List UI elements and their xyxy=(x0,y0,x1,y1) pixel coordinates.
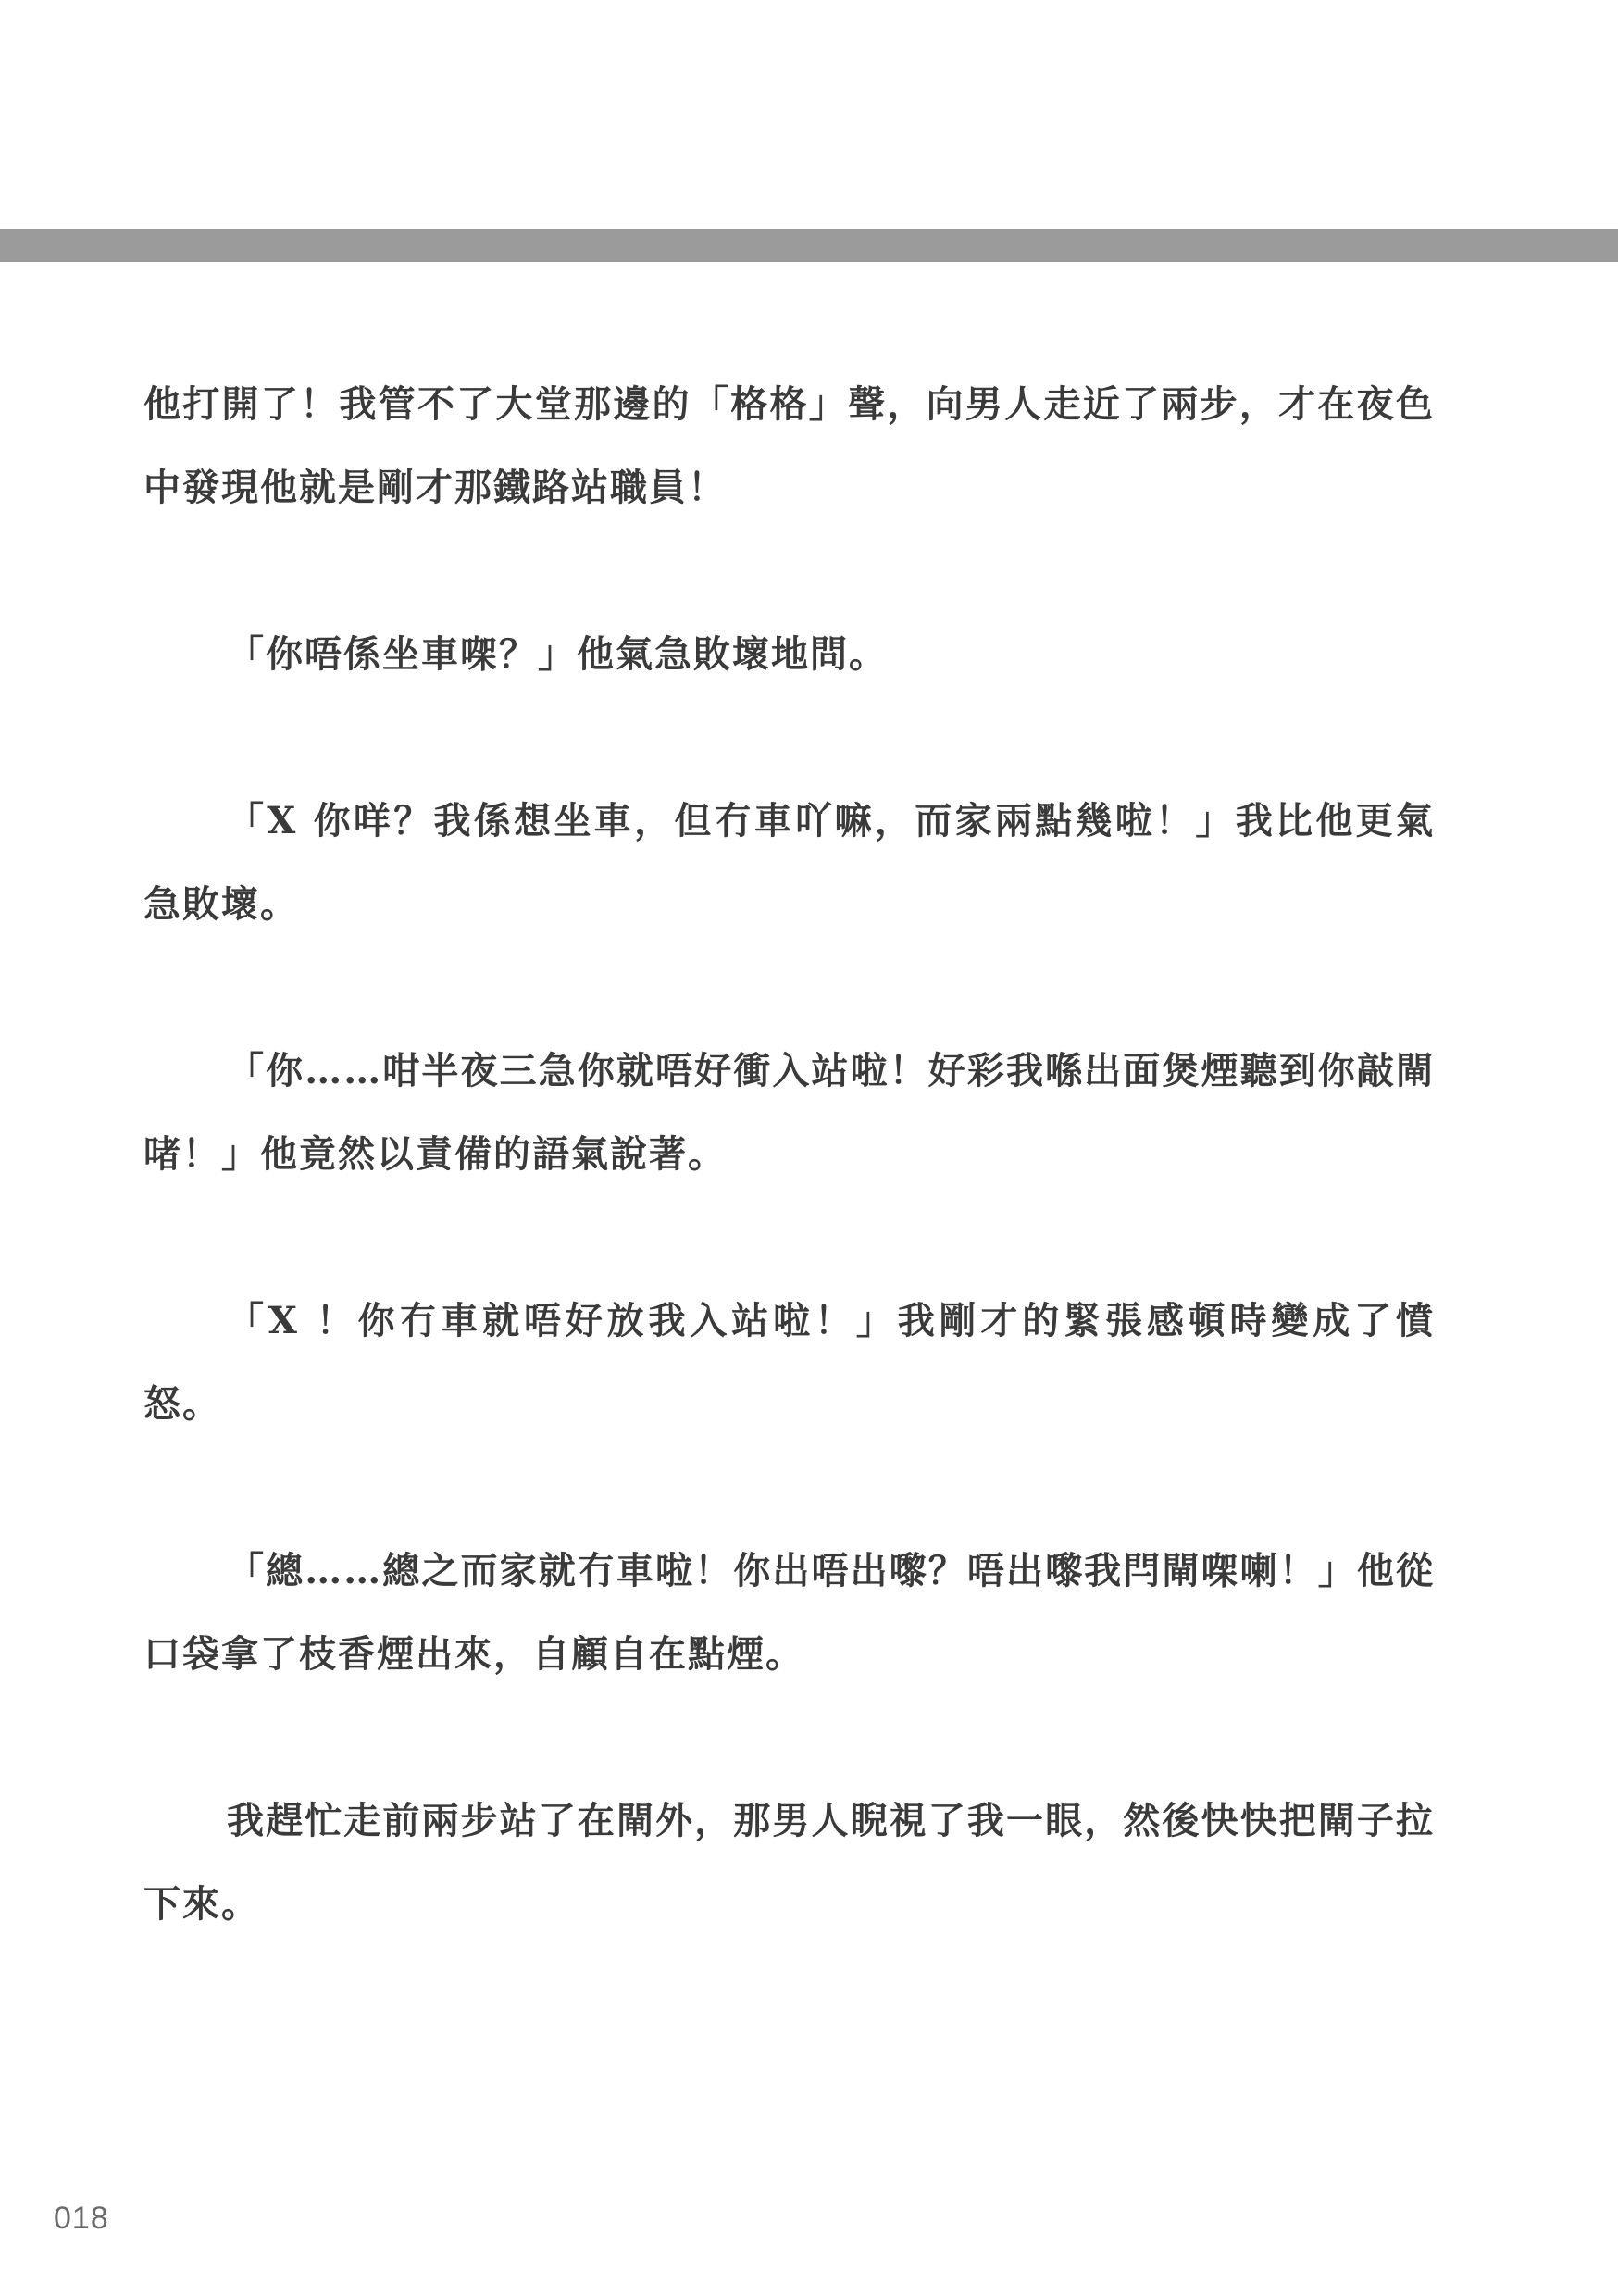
paragraph-2: 「你唔係坐車㗎？」他氣急敗壞地問。 xyxy=(227,632,888,676)
page-number: 018 xyxy=(54,2201,109,2236)
paragraph-5: 「X ！你冇車就唔好放我入站啦！」我剛才的緊張感頓時變成了憤怒。 xyxy=(143,1299,1435,1426)
paragraph-7: 我趕忙走前兩步站了在閘外，那男人睨視了我一眼，然後快快把閘子拉下來。 xyxy=(143,1799,1435,1926)
header-bar xyxy=(0,229,1618,262)
paragraph-4: 「你……咁半夜三急你就唔好衝入站啦！好彩我喺出面煲煙聽到你敲閘啫！」他竟然以責備的語氣說著。 xyxy=(143,1049,1435,1176)
body-text xyxy=(143,363,1435,2029)
paragraph-6: 「總……總之而家就冇車啦！你出唔出嚟？唔出嚟我閂閘㗎喇！」他從口袋拿了枝香煙出來，自顧自在點煙。 xyxy=(143,1549,1435,1676)
paragraph-3: 「X 你咩？我係想坐車，但冇車吖嘛，而家兩點幾啦！」我比他更氣急敗壞。 xyxy=(143,799,1435,926)
paragraph-1: 他打開了！我管不了大堂那邊的「格格」聲，向男人走近了兩步，才在夜色中發現他就是剛才那鐵路站職員！ xyxy=(143,382,1435,509)
